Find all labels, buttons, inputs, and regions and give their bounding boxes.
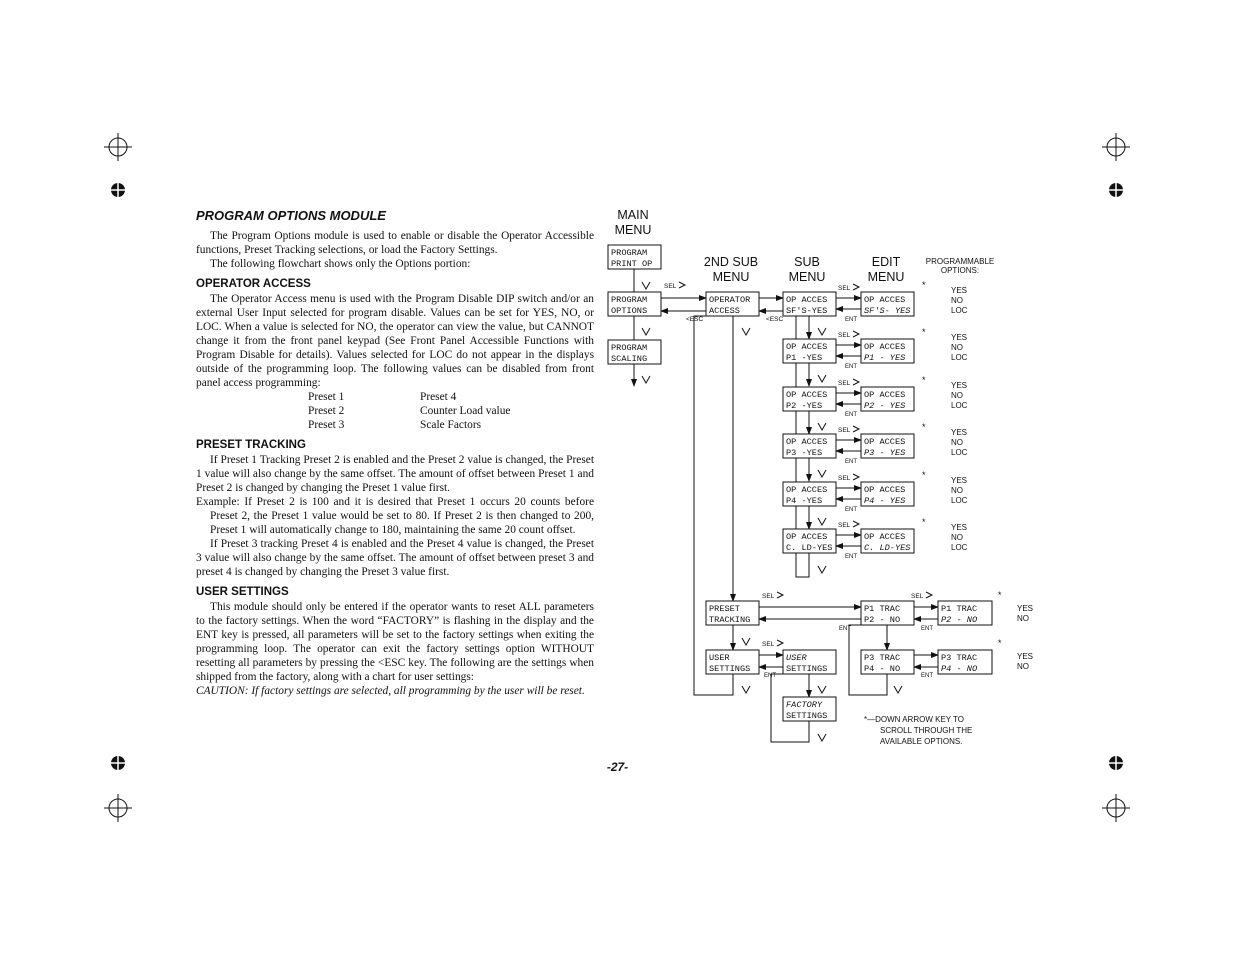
second-box-preset-tracking-line2: TRACKING (709, 615, 751, 625)
operator-access-heading: OPERATOR ACCESS (196, 278, 311, 290)
sub-access-box-0-line2: SF'S-YES (786, 306, 828, 316)
option-no: NO (951, 343, 963, 352)
track-sub-box-0-line1: P1 TRAC (864, 604, 901, 614)
sub-access-box-1 (783, 339, 836, 363)
main-box-0 (608, 245, 661, 269)
main-box-0-line2: PRINT OP (611, 259, 653, 269)
option-yes: YES (951, 333, 968, 342)
second-box-user-settings-line1: USER (709, 653, 730, 663)
sub-access-box-0-line1: OP ACCES (786, 295, 828, 305)
second-sub-menu-heading: 2ND SUB (703, 255, 759, 269)
sel-label: SEL (664, 283, 677, 290)
table-cell: Scale Factors (420, 419, 482, 431)
track-sub-box-1 (861, 650, 914, 674)
down-arrow-icon (818, 328, 826, 335)
star-marker: * (998, 638, 1002, 648)
edit-access-box-0-line2: SF'S- YES (864, 306, 911, 316)
sub-access-box-3 (783, 434, 836, 458)
preset-tracking-example: Example: If Preset 2 is 100 and it is desired that Preset 1 occurs 20 counts before Preset 2, the Preset 1 value would be set to 80. If Preset 2 is then changed to 200, Preset 1 will automatically change to 180, maintaining the same 20 count offset. (196, 496, 594, 536)
main-box-0-line1: PROGRAM (611, 248, 648, 258)
down-arrow-icon (742, 638, 750, 645)
option-no: NO (1017, 614, 1029, 623)
table-cell: Preset 2 (308, 405, 345, 417)
sel-arrow-icon (679, 282, 685, 288)
edit-access-box-1-line1: OP ACCES (864, 342, 906, 352)
flowchart-labels (642, 280, 1033, 746)
edit-access-box-5-line1: OP ACCES (864, 532, 906, 542)
ent-label: ENT (845, 317, 857, 323)
intro-flowchart-note: The following flowchart shows only the Options portion: (210, 258, 471, 270)
sel-arrow-icon (926, 592, 932, 598)
sub-access-box-0 (783, 292, 836, 316)
star-marker: * (998, 590, 1002, 600)
table-cell: Preset 1 (308, 391, 345, 403)
factory-settings-box-line1: FACTORY (786, 700, 823, 710)
down-arrow-icon (818, 423, 826, 430)
down-arrow-icon (894, 686, 902, 693)
option-no: NO (951, 486, 963, 495)
track-edit-box-0 (938, 601, 992, 625)
factory-settings-box-line2: SETTINGS (786, 711, 828, 721)
programmable-options-heading-2: OPTIONS: (940, 266, 980, 275)
track-edit-box-1-line2: P4 - NO (941, 664, 978, 674)
down-arrow-icon (642, 328, 650, 335)
sub-menu-heading: SUB (794, 255, 820, 269)
down-arrow-icon (642, 282, 650, 289)
edit-access-box-5-line2: C. LD-YES (864, 543, 911, 553)
sel-label: SEL (838, 332, 851, 339)
star-marker: * (922, 327, 926, 337)
second-box-user-settings-line2: SETTINGS (709, 664, 751, 674)
programmable-options-heading: PROGRAMMABLE (925, 257, 995, 266)
esc-label: <ESC (686, 316, 704, 323)
track-sub-box-0 (861, 601, 914, 625)
down-arrow-icon (742, 328, 750, 335)
sel-arrow-icon (853, 379, 859, 385)
sub-access-box-1-line1: OP ACCES (786, 342, 828, 352)
sel-arrow-icon (853, 474, 859, 480)
option-loc: LOC (951, 401, 968, 410)
sub-menu-heading-2: MENU (788, 270, 826, 284)
down-arrow-icon (818, 566, 826, 573)
option-loc: LOC (951, 448, 968, 457)
edit-access-box-0-line1: OP ACCES (864, 295, 906, 305)
user-settings-heading: USER SETTINGS (196, 586, 289, 598)
sub-access-box-5 (783, 529, 836, 553)
star-marker: * (922, 470, 926, 480)
option-loc: LOC (951, 353, 968, 362)
main-menu-heading-2: MENU (614, 223, 652, 237)
option-yes: YES (951, 381, 968, 390)
ent-label: ENT (845, 364, 857, 370)
user-settings-sub-box (783, 650, 836, 674)
sel-label: SEL (838, 285, 851, 292)
sel-label: SEL (838, 522, 851, 529)
edit-access-box-2-line1: OP ACCES (864, 390, 906, 400)
option-yes: YES (1017, 652, 1034, 661)
connector-line (694, 316, 733, 695)
track-edit-box-1-line1: P3 TRAC (941, 653, 978, 663)
sub-access-box-1-line2: P1 -YES (786, 353, 823, 363)
second-box-user-settings (706, 650, 759, 674)
edit-access-box-1-line2: P1 - YES (864, 353, 906, 363)
down-arrow-icon (642, 376, 650, 383)
sel-label: SEL (838, 427, 851, 434)
sel-arrow-icon (853, 331, 859, 337)
option-yes: YES (951, 523, 968, 532)
ent-label: ENT (921, 626, 933, 632)
down-arrow-icon (818, 518, 826, 525)
track-sub-box-1-line1: P3 TRAC (864, 653, 901, 663)
track-edit-box-0-line2: P2 - NO (941, 615, 978, 625)
option-yes: YES (951, 286, 968, 295)
second-box-operator-access-line2: ACCESS (709, 306, 740, 316)
second-sub-menu-heading-2: MENU (712, 270, 750, 284)
sub-access-box-2-line1: OP ACCES (786, 390, 828, 400)
edit-access-box-2 (861, 387, 914, 411)
intro-paragraph: The Program Options module is used to enable or disable the Operator Accessible functions, Preset Tracking selections, or load the Factory Settings. (196, 230, 594, 256)
page-number: -27- (606, 760, 629, 774)
ent-label: ENT (921, 673, 933, 679)
edit-access-box-4-line1: OP ACCES (864, 485, 906, 495)
edit-access-box-3 (861, 434, 914, 458)
main-box-2-line2: SCALING (611, 354, 648, 364)
main-box-2-line1: PROGRAM (611, 343, 648, 353)
option-loc: LOC (951, 306, 968, 315)
edit-access-box-0 (861, 292, 914, 316)
esc-label: <ESC (766, 316, 784, 323)
edit-menu-heading: EDIT (871, 255, 901, 269)
user-settings-sub-box-line1: USER (786, 653, 807, 663)
sel-arrow-icon (777, 640, 783, 646)
down-arrow-icon (742, 686, 750, 693)
down-arrow-icon (818, 734, 826, 741)
track-sub-box-1-line2: P4 - NO (864, 664, 901, 674)
sel-label: SEL (838, 380, 851, 387)
sel-label: SEL (762, 593, 775, 600)
main-box-2 (608, 340, 661, 364)
sub-access-box-2 (783, 387, 836, 411)
edit-access-box-3-line2: P3 - YES (864, 448, 906, 458)
sub-access-box-2-line2: P2 -YES (786, 401, 823, 411)
option-loc: LOC (951, 496, 968, 505)
edit-access-box-1 (861, 339, 914, 363)
sub-access-box-5-line1: OP ACCES (786, 532, 828, 542)
user-settings-body: This module should only be entered if the operator wants to reset ALL parameters to the factory settings. When the word “FACTORY” is flashing in the display and the ENT key is pressed, all parameters will be set to the factory settings when exiting the programming loop. The operator can exit the factory settings option WITHOUT resetting all parameters by pressing the <ESC key. The following are the settings when shipped from the factory, along with a chart for user settings: (196, 601, 594, 683)
table-cell: Counter Load value (420, 405, 511, 417)
footnote-line-1: SCROLL THROUGH THE (880, 726, 973, 735)
ent-label: ENT (845, 554, 857, 560)
sel-label: SEL (838, 475, 851, 482)
option-no: NO (1017, 662, 1029, 671)
footnote-line-2: AVAILABLE OPTIONS. (880, 737, 963, 746)
sel-arrow-icon (777, 592, 783, 598)
section-title: PROGRAM OPTIONS MODULE (196, 208, 386, 223)
main-box-1 (608, 292, 661, 316)
sel-arrow-icon (853, 284, 859, 290)
preset-tracking-body-2: If Preset 3 tracking Preset 4 is enabled and the Preset 4 value is changed, the Preset 3 value will also change by the same offset. The amount of offset between preset 3 and preset 4 is changed by changing the Preset 3 value first. (196, 538, 594, 578)
down-arrow-icon (818, 375, 826, 382)
flowchart-boxes (608, 245, 995, 721)
sub-access-box-5-line2: C. LD-YES (786, 543, 833, 553)
star-marker: * (922, 517, 926, 527)
option-no: NO (951, 438, 963, 447)
option-yes: YES (951, 428, 968, 437)
sub-access-box-3-line1: OP ACCES (786, 437, 828, 447)
sel-label: SEL (911, 593, 924, 600)
ent-label: ENT (839, 626, 851, 632)
footnote-line-0: *—DOWN ARROW KEY TO (864, 715, 965, 724)
track-edit-box-0-line1: P1 TRAC (941, 604, 978, 614)
caution-note: CAUTION: If factory settings are selected, all programming by the user will be reset. (196, 685, 585, 697)
star-marker: * (922, 375, 926, 385)
ent-label: ENT (845, 459, 857, 465)
ent-label: ENT (764, 673, 776, 679)
second-box-preset-tracking-line1: PRESET (709, 604, 740, 614)
sub-access-box-3-line2: P3 -YES (786, 448, 823, 458)
option-yes: YES (1017, 604, 1034, 613)
sub-access-box-4-line1: OP ACCES (786, 485, 828, 495)
ent-label: ENT (845, 412, 857, 418)
factory-settings-box (783, 697, 836, 721)
user-settings-sub-box-line2: SETTINGS (786, 664, 828, 674)
table-cell: Preset 3 (308, 419, 345, 431)
main-box-1-line1: PROGRAM (611, 295, 648, 305)
operator-access-body: The Operator Access menu is used with the Program Disable DIP switch and/or an external User Input selected for program disable. Values can be set for YES, NO, or LOC. When a value is selected for NO, the operator can view the value, but CANNOT change it from the front panel keypad (See Front Panel Accessible Functions with Program Disable for details). Values selected for LOC do not appear in the displays outside of the programming loop. The following values can be disabled from front panel access programming: (196, 293, 594, 389)
preset-tracking-body-1: If Preset 1 Tracking Preset 2 is enabled and the Preset 2 value is changed, the Preset 1 value will also change by the same offset. The amount of offset between Preset 1 and Preset 2 is changed by changing the Preset 1 value first. (196, 454, 594, 494)
second-box-preset-tracking (706, 601, 759, 625)
edit-access-box-5 (861, 529, 914, 553)
track-edit-box-1 (938, 650, 992, 674)
star-marker: * (922, 280, 926, 290)
main-menu-heading: MAIN (617, 208, 649, 222)
sub-access-box-4 (783, 482, 836, 506)
main-box-1-line2: OPTIONS (611, 306, 648, 316)
sub-access-box-4-line2: P4 -YES (786, 496, 823, 506)
ent-label: ENT (845, 507, 857, 513)
star-marker: * (922, 422, 926, 432)
option-no: NO (951, 533, 963, 542)
option-yes: YES (951, 476, 968, 485)
edit-menu-heading-2: MENU (867, 270, 905, 284)
sel-arrow-icon (853, 426, 859, 432)
down-arrow-icon (818, 686, 826, 693)
track-sub-box-0-line2: P2 - NO (864, 615, 901, 625)
second-box-operator-access (706, 292, 759, 316)
second-box-operator-access-line1: OPERATOR (709, 295, 751, 305)
option-no: NO (951, 391, 963, 400)
edit-access-box-4-line2: P4 - YES (864, 496, 906, 506)
table-cell: Preset 4 (420, 391, 457, 403)
edit-access-box-4 (861, 482, 914, 506)
edit-access-box-2-line2: P2 - YES (864, 401, 906, 411)
sel-arrow-icon (853, 521, 859, 527)
edit-access-box-3-line1: OP ACCES (864, 437, 906, 447)
option-loc: LOC (951, 543, 968, 552)
down-arrow-icon (818, 470, 826, 477)
option-no: NO (951, 296, 963, 305)
sel-label: SEL (762, 641, 775, 648)
preset-tracking-heading: PRESET TRACKING (196, 439, 306, 451)
